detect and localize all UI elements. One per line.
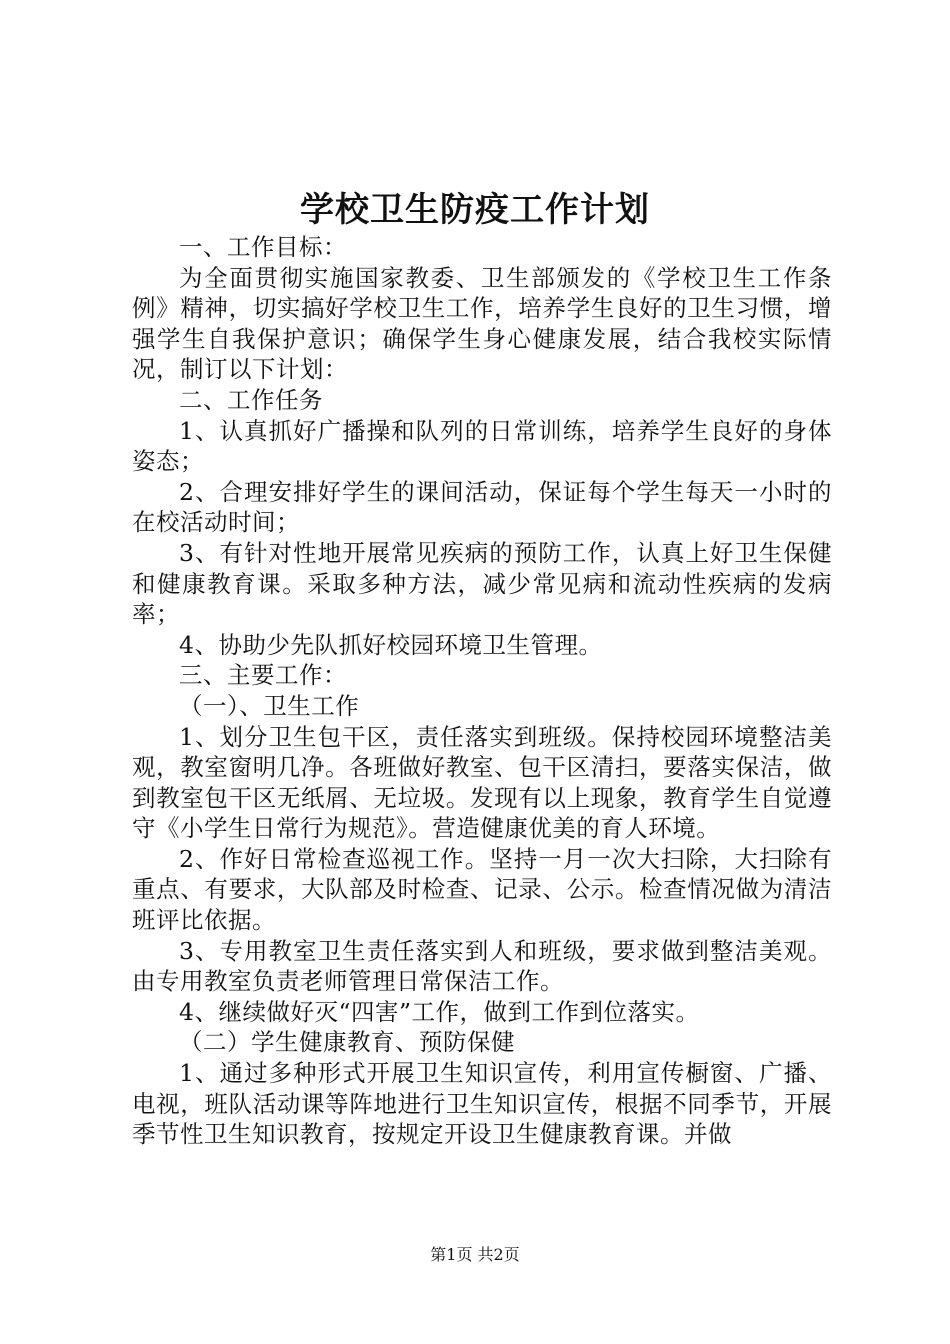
paragraph: 三、主要工作：: [179, 661, 347, 690]
paragraph: 二、工作任务: [179, 385, 323, 414]
page-footer: 第1页 共2页: [430, 1245, 520, 1264]
paragraph: 4、协助少先队抓好校园环境卫生管理。: [179, 630, 603, 659]
paragraph: 1、认真抓好广播操和队列的日常训练，培养学生良好的身体姿态；: [132, 416, 832, 476]
paragraph: （一）、卫生工作: [179, 691, 360, 720]
paragraph: 2、作好日常检查巡视工作。坚持一月一次大扫除，大扫除有重点、有要求，大队部及时检查、记录、公示。检查情况做为清洁班评比依据。: [132, 844, 832, 935]
paragraph: 4、继续做好灭“四害”工作，做到工作到位落实。: [179, 997, 700, 1026]
paragraph: 3、专用教室卫生责任落实到人和班级，要求做到整洁美观。由专用教室负责老师管理日常保洁工作。: [132, 936, 832, 996]
paragraph: （二）学生健康教育、预防保健: [179, 1028, 515, 1057]
paragraph: 3、有针对性地开展常见疾病的预防工作，认真上好卫生保健和健康教育课。采取多种方法，减少常见病和流动性疾病的发病率；: [132, 538, 832, 629]
paragraph: 1、划分卫生包干区，责任落实到班级。保持校园环境整洁美观，教室窗明几净。各班做好教室、包干区清扫，要落实保洁，做到教室包干区无纸屑、无垃圾。发现有以上现象，教育学生自觉遵守《小学生日常行为规范》。营造健康优美的育人环境。: [132, 722, 832, 843]
paragraph: 1、通过多种形式开展卫生知识宣传，利用宣传橱窗、广播、电视，班队活动课等阵地进行卫生知识宣传，根据不同季节，开展季节性卫生知识教育，按规定开设卫生健康教育课。并做: [132, 1059, 832, 1149]
document-title: 学校卫生防疫工作计划: [300, 190, 650, 230]
document-body: [132, 232, 832, 1150]
paragraph: 2、合理安排好学生的课间活动，保证每个学生每天一小时的在校活动时间；: [132, 477, 832, 537]
paragraph: 一、工作目标：: [179, 233, 347, 261]
paragraph: 为全面贯彻实施国家教委、卫生部颁发的《学校卫生工作条例》精神，切实搞好学校卫生工作，培养学生良好的卫生习惯，增强学生自我保护意识；确保学生身心健康发展，结合我校实际情况，制订以下计划：: [132, 263, 832, 384]
